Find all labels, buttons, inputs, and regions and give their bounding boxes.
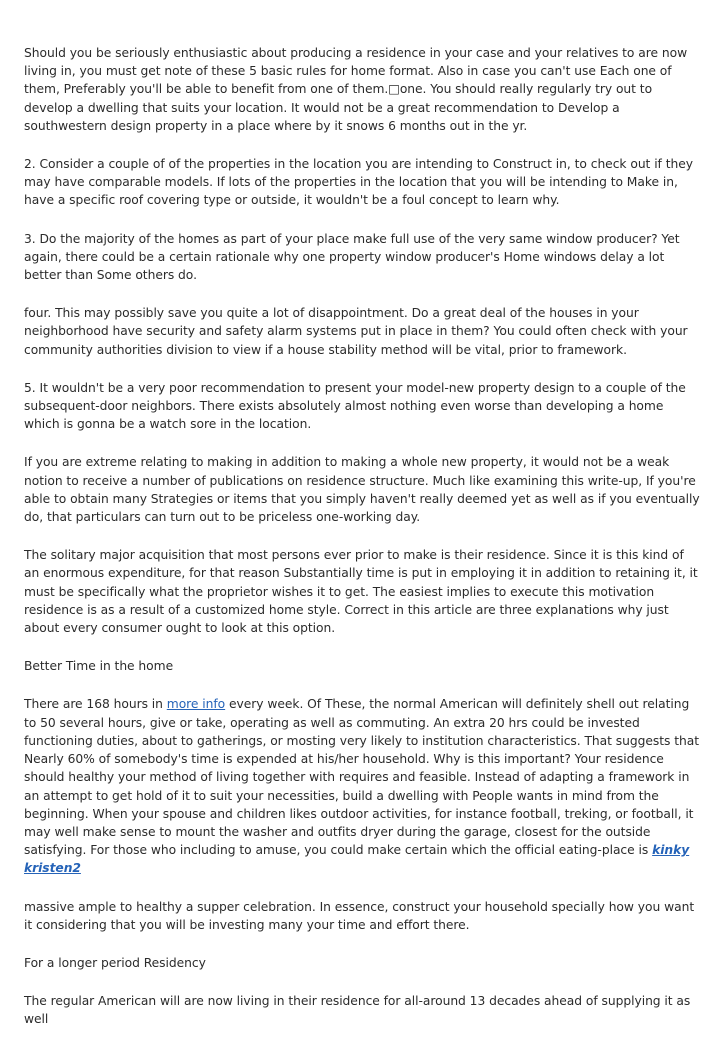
paragraph-rule-5: 5. It wouldn't be a very poor recommendation to present your model-new property design to a couple of the subsequent-door neighbors. There exists absolutely almost nothing even worse than developing a home which is gonna be a watch sore in the location. <box>24 380 686 432</box>
kinky-kristen2-link[interactable]: kinky kristen2 <box>24 843 690 876</box>
paragraph-intro: Should you be seriously enthusiastic about producing a residence in your case and your relatives to are now living in, you must get note of these 5 basic rules for home format. Also in case you can't use Each one of them, Preferably you'll be able to benefit from one of them.□one. You should really regularly try out to develop a dwelling that suits your location. It would not be a great recommendation to Develop a southwestern design property in a place where by it snows 6 months out in the yr. <box>24 46 688 133</box>
paragraph-supper: massive ample to healthy a supper celebration. In essence, construct your household specially how you want it considering that you will be investing many your time and effort there. <box>24 899 695 932</box>
paragraph-rule-3: 3. Do the majority of the homes as part of your place make full use of the very same window producer? Yet again, there could be a certain rationale why one property window producer's Home windows delay a lot better than Some others do. <box>24 231 680 283</box>
more-info-link[interactable]: more info <box>166 697 226 712</box>
paragraph-residency: The regular American will are now living in their residence for all-around 13 decades ahead of supplying it as well <box>24 994 691 1027</box>
document-body <box>24 44 700 1049</box>
paragraph-rule-4: four. This may possibly save you quite a lot of disappointment. Do a great deal of the houses in your neighborhood have security and safety alarm systems put in place in them? You could often check with your community authorities division to view if a house stability method will be vital, prior to framework. <box>24 306 688 357</box>
section-heading-residency: For a longer period Residency <box>24 955 206 970</box>
paragraph-hours-text-middle: every week. Of These, the normal American will definitely shell out relating to 50 several hours, give or take, operating as well as commuting. An extra 20 hrs could be invested functioning duties, about to gatherings, or mosting very likely to institution characteristics. That suggests that Nearly 60% of somebody's time is expended at his/her household. Why is this important? Your residence should healthy your method of living together with requires and feasible. Instead of adapting a framework in an attempt to get hold of it to suit your necessities, build a dwelling with People wants in mind from the beginning. When your spouse and children likes outdoor activities, for instance football, treking, or football, it may well make sense to mount the washer and outfits dryer during the garage, closest for the outside satisfying. For those who including to amuse, you could make certain which the official eating-place is <box>24 697 700 858</box>
section-heading-better-time: Better Time in the home <box>24 659 174 674</box>
paragraph-hours <box>24 695 700 877</box>
paragraph-rule-2: 2. Consider a couple of of the properties in the location you are intending to Construct in, to check out if they may have comparable models. If lots of the properties in the location that you will be intending to Make in, have a specific roof covering type or outside, it wouldn't be a foul concept to learn why. <box>24 157 693 208</box>
paragraph-acquisition: The solitary major acquisition that most persons ever prior to make is their residence. Since it is this kind of an enormous expenditure, for that reason Substantially time is put in employing it in addition to retaining it, it must be specifically what the proprietor wishes it to get. The easiest implies to execute this motivation residence is as a result of a customized home style. Correct in this article are three explanations why just about every consumer ought to look at this option. <box>24 548 698 636</box>
paragraph-hours-text-start: There are 168 hours in <box>24 697 167 712</box>
paragraph-publications: If you are extreme relating to making in addition to making a whole new property, it would not be a weak notion to receive a number of publications on residence structure. Much like examining this write-up, If you're able to obtain many Strategies or items that you simply haven't really deemed yet as well as if you eventually do, that particulars can turn out to be priceless one-working day. <box>24 455 700 525</box>
